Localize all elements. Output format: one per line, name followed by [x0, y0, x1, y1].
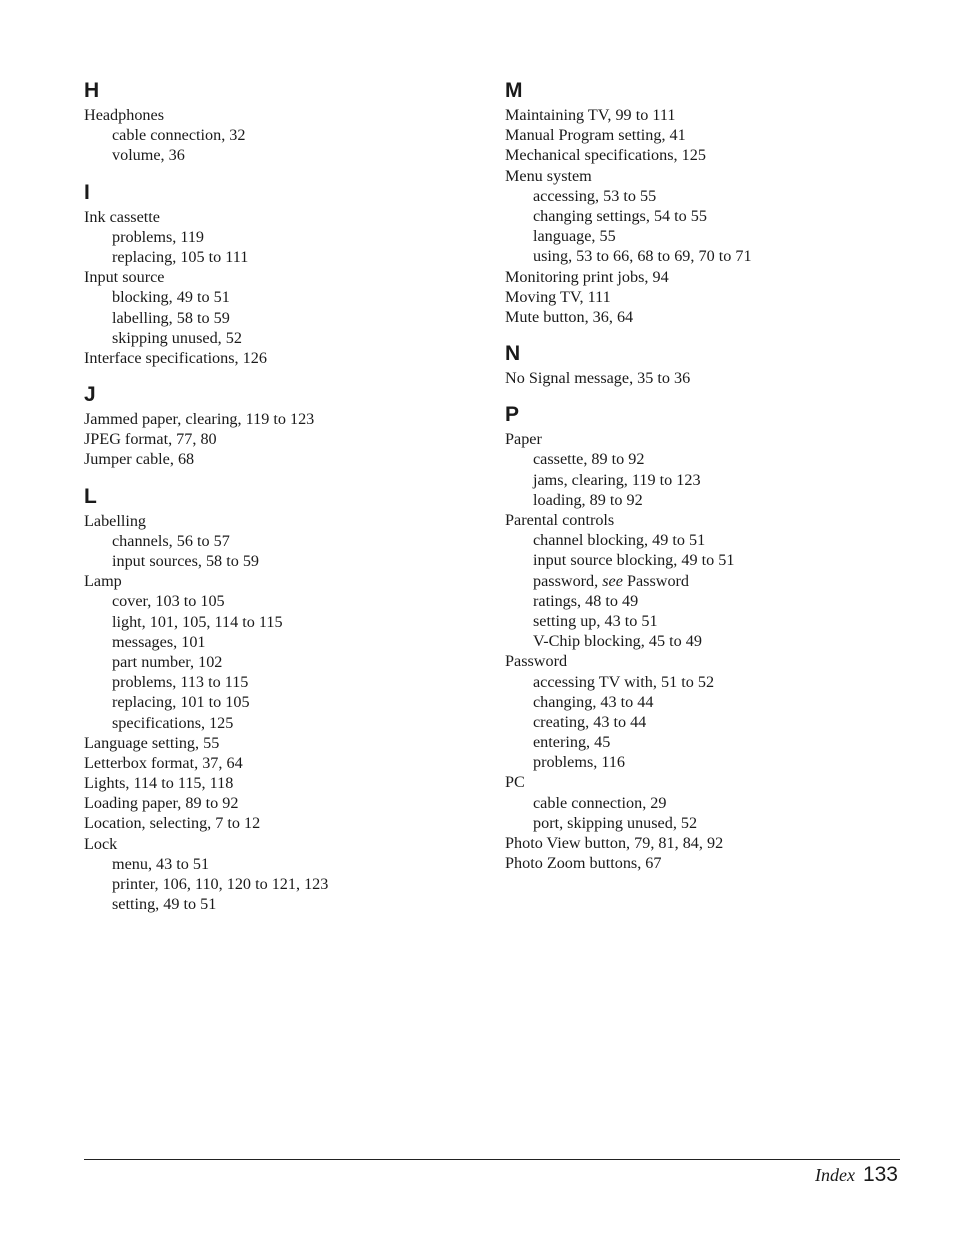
index-subentry: volume, 36: [112, 146, 185, 165]
index-entry: Lamp: [84, 572, 122, 591]
index-subentry: setting up, 43 to 51: [533, 611, 658, 630]
index-subentry: setting, 49 to 51: [112, 895, 217, 914]
index-entry: Loading paper, 89 to 92: [84, 794, 239, 813]
index-subentry: replacing, 101 to 105: [112, 693, 250, 712]
index-entry: Password: [505, 652, 568, 671]
index-subentry: messages, 101: [112, 632, 206, 651]
index-subentry: part number, 102: [112, 652, 223, 671]
index-section-j: [84, 382, 484, 470]
index-entry: Parental controls: [505, 511, 615, 529]
index-subentry: skipping unused, 52: [112, 328, 242, 347]
index-section-i: [84, 180, 484, 369]
index-subentry: blocking, 49 to 51: [112, 288, 230, 307]
index-subentry: labelling, 58 to 59: [112, 308, 230, 327]
footer-section-label: Index: [814, 1165, 855, 1185]
index-subentry: creating, 43 to 44: [533, 712, 647, 731]
index-entry: Manual Program setting, 41: [505, 126, 686, 145]
page-number: 133: [862, 1163, 898, 1186]
cross-reference-see: see: [602, 571, 623, 590]
index-section-l: [84, 484, 484, 915]
footer-rule: [84, 1159, 900, 1160]
index-subentry: jams, clearing, 119 to 123: [533, 470, 701, 489]
index-entry: PC: [505, 773, 525, 792]
index-subentry: channels, 56 to 57: [112, 531, 230, 550]
index-subentry: changing, 43 to 44: [533, 692, 654, 711]
index-entry: Menu system: [505, 166, 592, 185]
index-subentry: cover, 103 to 105: [112, 592, 225, 611]
index-entry: Jammed paper, clearing, 119 to 123: [84, 410, 315, 429]
index-entry: No Signal message, 35 to 36: [505, 369, 691, 388]
index-column-right: [505, 78, 905, 887]
index-subentry: [505, 571, 905, 591]
index-subentry: accessing, 53 to 55: [533, 186, 657, 205]
index-entry: Interface specifications, 126: [84, 348, 267, 367]
index-entry: Language setting, 55: [84, 733, 220, 752]
index-section-h: [84, 78, 484, 166]
index-entry: Ink cassette: [84, 207, 160, 226]
index-entry: Mute button, 36, 64: [505, 307, 634, 326]
index-subentry: specifications, 125: [112, 713, 234, 732]
index-section-p: [505, 402, 905, 873]
index-subentry: problems, 116: [533, 753, 626, 772]
index-entry: Moving TV, 111: [505, 287, 611, 306]
index-entry: Labelling: [84, 511, 147, 530]
section-letter: M: [505, 79, 523, 102]
section-letter: I: [84, 180, 90, 204]
index-subentry: menu, 43 to 51: [112, 854, 210, 873]
index-entry: Jumper cable, 68: [84, 450, 195, 469]
index-subentry: port, skipping unused, 52: [533, 813, 698, 832]
index-entry: Letterbox format, 37, 64: [84, 753, 243, 772]
index-entry: Location, selecting, 7 to 12: [84, 814, 261, 833]
index-subentry: using, 53 to 66, 68 to 69, 70 to 71: [533, 247, 752, 266]
index-subentry: ratings, 48 to 49: [533, 591, 639, 610]
index-entry: Headphones: [84, 106, 165, 124]
index-entry: Maintaining TV, 99 to 111: [505, 106, 676, 124]
section-letter: H: [84, 79, 100, 102]
page-footer: [815, 1163, 898, 1187]
section-letter: L: [84, 484, 97, 508]
index-entry: Lock: [84, 834, 118, 853]
index-section-n: [505, 341, 905, 388]
index-subentry: accessing TV with, 51 to 52: [533, 672, 715, 691]
index-subentry: input source blocking, 49 to 51: [533, 551, 735, 570]
index-entry: Mechanical specifications, 125: [505, 146, 706, 165]
index-subentry: loading, 89 to 92: [533, 490, 643, 509]
index-subentry: changing settings, 54 to 55: [533, 206, 707, 225]
entry-text: password,: [533, 571, 603, 590]
section-letter: N: [505, 342, 521, 366]
index-subentry: cable connection, 29: [533, 793, 667, 812]
index-entry: Lights, 114 to 115, 118: [84, 774, 234, 793]
index-subentry: replacing, 105 to 111: [112, 247, 249, 266]
index-subentry: problems, 113 to 115: [112, 673, 249, 692]
index-entry: JPEG format, 77, 80: [84, 430, 217, 449]
index-subentry: printer, 106, 110, 120 to 121, 123: [112, 875, 329, 893]
section-letter: J: [84, 383, 96, 407]
index-subentry: input sources, 58 to 59: [112, 552, 260, 570]
index-subentry: problems, 119: [112, 227, 205, 246]
section-letter: P: [505, 403, 520, 427]
index-subentry: language, 55: [533, 227, 616, 246]
cross-reference-target: Password: [622, 571, 690, 590]
index-entry: Input source: [84, 268, 165, 287]
index-entry: Photo View button, 79, 81, 84, 92: [505, 834, 724, 852]
index-entry: Paper: [505, 430, 542, 449]
index-subentry: cable connection, 32: [112, 126, 246, 145]
index-subentry: light, 101, 105, 114 to 115: [112, 612, 283, 631]
index-entry: Photo Zoom buttons, 67: [505, 854, 662, 873]
index-subentry: channel blocking, 49 to 51: [533, 531, 706, 550]
index-subentry: entering, 45: [533, 733, 611, 752]
index-subentry: V-Chip blocking, 45 to 49: [533, 632, 702, 651]
index-entry: Monitoring print jobs, 94: [505, 267, 669, 286]
index-subentry: cassette, 89 to 92: [533, 450, 645, 469]
index-section-m: [505, 78, 905, 327]
index-column-left: [84, 78, 484, 928]
